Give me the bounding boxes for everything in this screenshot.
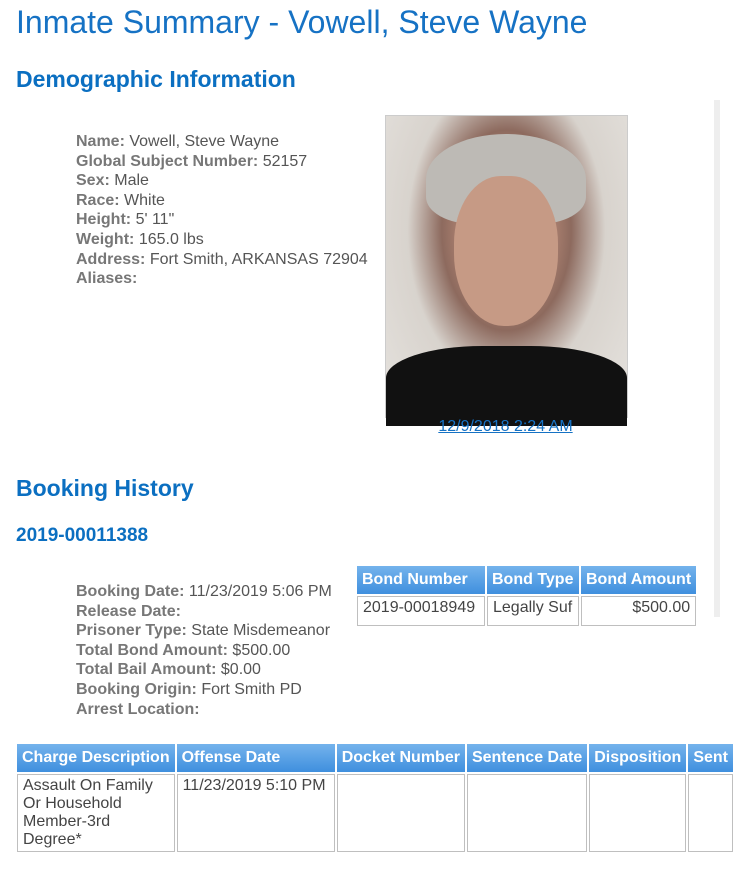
booking-date-row: Booking Date: 11/23/2019 5:06 PM <box>76 583 332 600</box>
docket-number-header[interactable]: Docket Number <box>337 744 465 772</box>
weight-value: 165.0 lbs <box>138 230 204 248</box>
booking-details <box>76 582 332 719</box>
table-row <box>357 596 696 626</box>
total-bail-value: $0.00 <box>220 661 261 679</box>
offense-date-header[interactable]: Offense Date <box>177 744 335 772</box>
subject-number-value: 52157 <box>262 152 308 170</box>
name-value: Vowell, Steve Wayne <box>129 133 280 150</box>
photo-shirt <box>386 346 627 426</box>
disposition-cell <box>589 774 686 852</box>
total-bond-row: Total Bond Amount: $500.00 <box>76 641 291 659</box>
offense-date-cell: 11/23/2019 5:10 PM <box>177 774 335 852</box>
total-bond-value: $500.00 <box>232 641 291 659</box>
total-bail-row: Total Bail Amount: $0.00 <box>76 661 261 679</box>
subject-number-row: Global Subject Number: 52157 <box>76 152 308 170</box>
sex-value: Male <box>114 172 149 190</box>
name-row: Name: Vowell, Steve Wayne <box>76 133 280 150</box>
charge-description-cell: Assault On Family Or Household Member-3rd Degree* <box>17 774 175 852</box>
docket-number-cell <box>337 774 465 852</box>
table-row <box>17 774 733 852</box>
bond-number-cell: 2019-00018949 <box>357 596 485 626</box>
demographic-details <box>76 132 368 289</box>
sex-row: Sex: Male <box>76 172 149 190</box>
address-row: Address: Fort Smith, ARKANSAS 72904 <box>76 250 368 268</box>
bond-type-header[interactable]: Bond Type <box>487 566 579 594</box>
arrest-location-row: Arrest Location: <box>76 700 200 718</box>
disposition-header[interactable]: Disposition <box>589 744 686 772</box>
address-value: Fort Smith, ARKANSAS 72904 <box>149 250 368 268</box>
sentence-header-partial[interactable]: Sent <box>688 744 733 772</box>
release-date-row: Release Date: <box>76 602 181 620</box>
sentence-date-header[interactable]: Sentence Date <box>467 744 587 772</box>
booking-number: 2019-00011388 <box>16 525 149 546</box>
aliases-row: Aliases: <box>76 270 138 288</box>
demographic-heading: Demographic Information <box>16 66 296 92</box>
race-row: Race: White <box>76 191 165 209</box>
charges-table <box>15 742 735 854</box>
bond-table <box>355 564 698 628</box>
race-value: White <box>124 191 165 209</box>
height-value: 5' 11" <box>135 211 175 229</box>
bond-amount-header[interactable]: Bond Amount <box>581 566 696 594</box>
charge-description-header[interactable]: Charge Description <box>17 744 175 772</box>
bond-amount-cell: $500.00 <box>581 596 696 626</box>
booking-history-heading: Booking History <box>16 475 194 501</box>
height-row: Height: 5' 11" <box>76 211 175 229</box>
sentence-cell <box>688 774 733 852</box>
booking-origin-value: Fort Smith PD <box>201 680 302 698</box>
bond-table-header <box>357 566 696 594</box>
photo-date-link[interactable]: 12/9/2018 2:24 AM <box>438 418 573 435</box>
bond-type-cell: Legally Suf <box>487 596 579 626</box>
booking-origin-row: Booking Origin: Fort Smith PD <box>76 680 302 698</box>
bond-number-header[interactable]: Bond Number <box>357 566 485 594</box>
page-title: Inmate Summary - Vowell, Steve Wayne <box>16 4 588 40</box>
prisoner-type-value: State Misdemeanor <box>191 622 331 640</box>
scrollbar-edge[interactable] <box>714 100 720 617</box>
mugshot-photo[interactable] <box>385 115 628 418</box>
booking-date-value: 11/23/2019 5:06 PM <box>188 583 332 600</box>
sentence-date-cell <box>467 774 587 852</box>
weight-row: Weight: 165.0 lbs <box>76 230 204 248</box>
prisoner-type-row: Prisoner Type: State Misdemeanor <box>76 622 331 640</box>
charges-table-header <box>17 744 733 772</box>
photo-face <box>454 176 558 326</box>
